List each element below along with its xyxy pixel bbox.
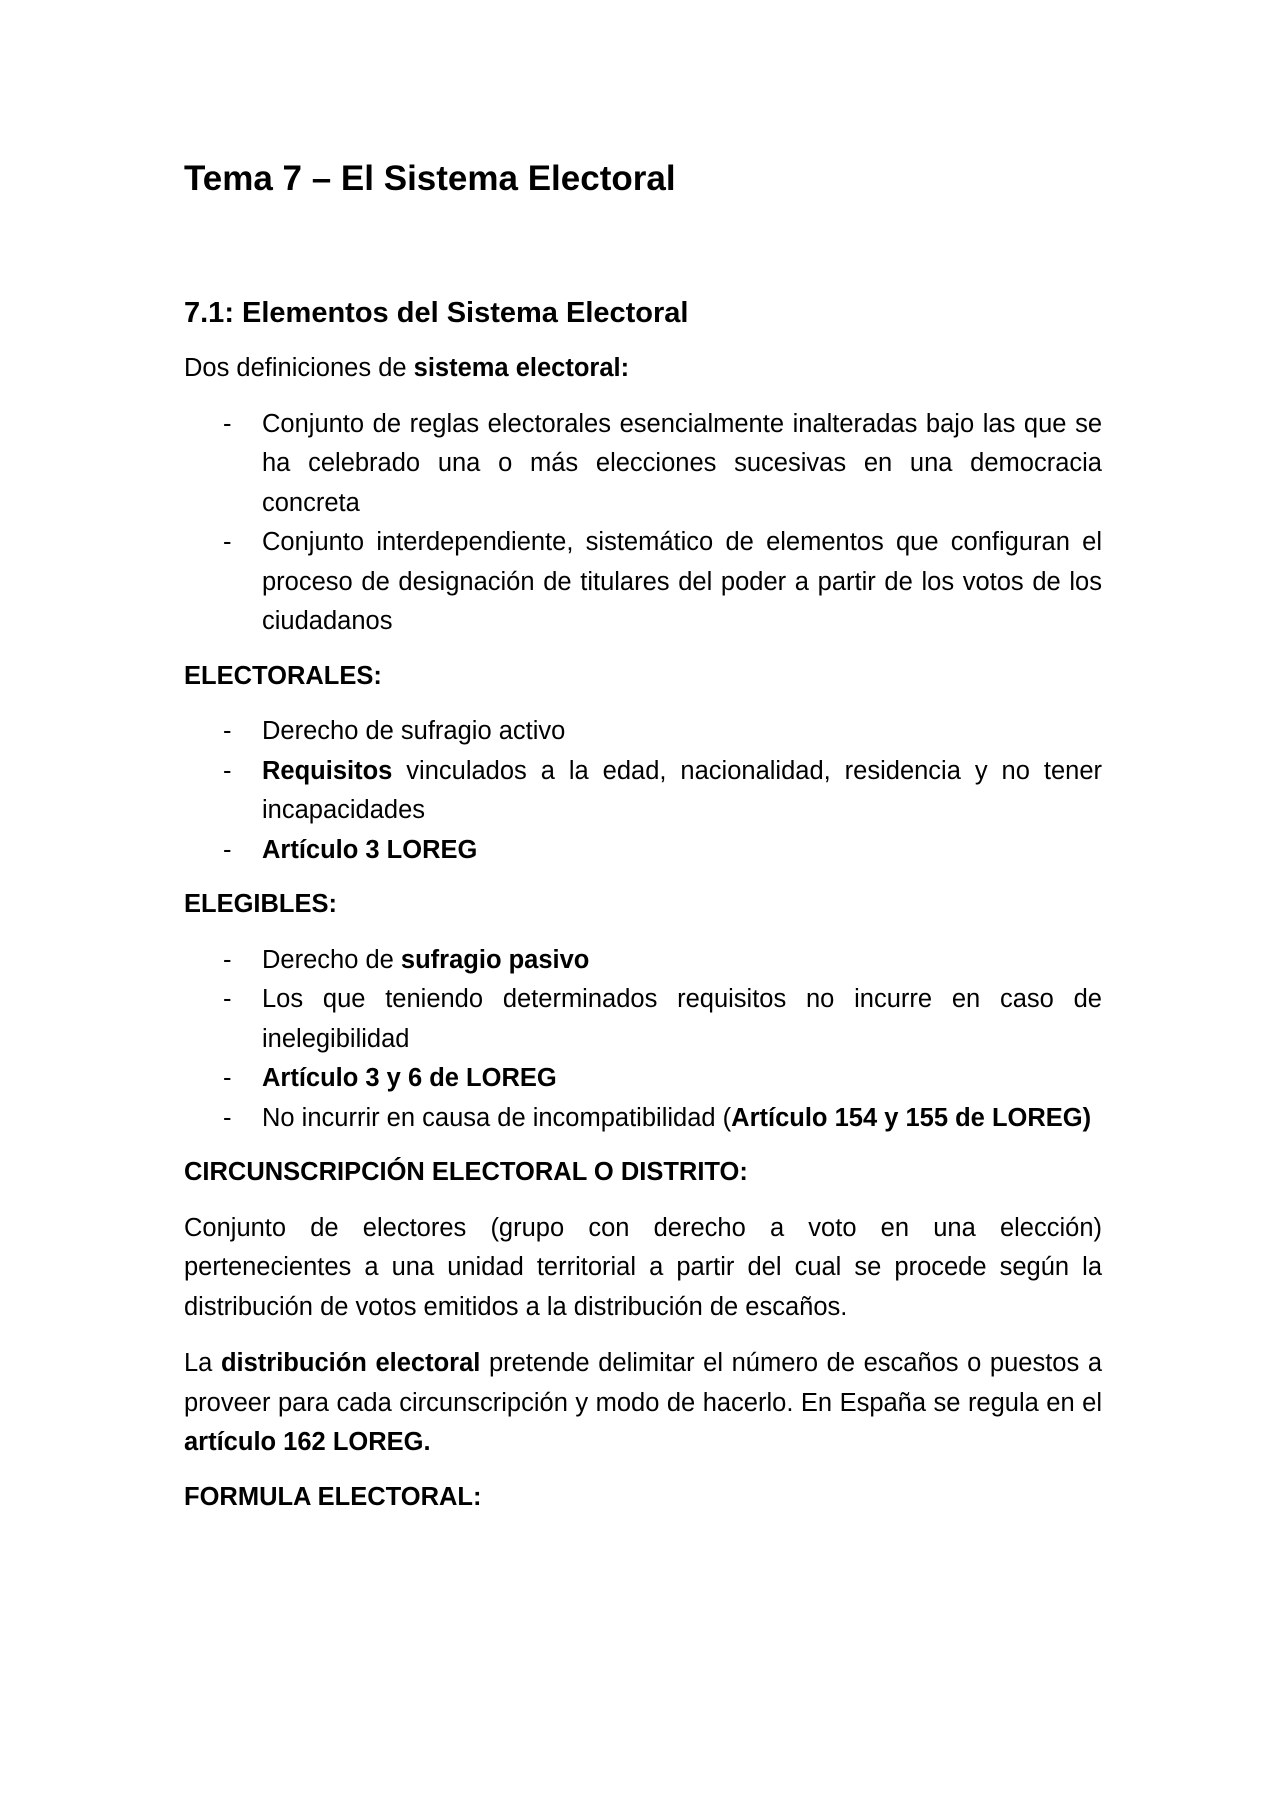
list-item	[184, 523, 1102, 642]
item-text: Derecho de	[262, 945, 401, 974]
dash-bullet: -	[223, 835, 232, 864]
electorales-list	[184, 712, 1102, 870]
intro-bold: sistema electoral:	[413, 354, 630, 382]
item-bold: Requisitos	[262, 756, 393, 785]
dash-bullet: -	[223, 1064, 232, 1092]
para-bold: artículo 162 LOREG.	[184, 1428, 431, 1456]
list-item	[184, 752, 1102, 831]
para-text: pretende delimitar el número de escaños o puestos a proveer para cada circunscripción y modo de hacerlo. En España se regula en el	[184, 1349, 1103, 1417]
dash-bullet: -	[223, 528, 232, 556]
para-text: La	[184, 1349, 221, 1377]
circunscripcion-heading: CIRCUNSCRIPCIÓN ELECTORAL O DISTRITO:	[184, 1158, 748, 1186]
definition-text: Conjunto de reglas electorales esencialmente inalteradas bajo las que se ha celebrado una o más elecciones sucesivas en una democracia concreta	[262, 409, 1102, 517]
dash-bullet: -	[223, 717, 232, 745]
distribucion-paragraph	[184, 1344, 1102, 1463]
item-text: vinculados a la edad, nacionalidad, residencia y no tener incapacidades	[262, 756, 1102, 824]
item-bold: Artículo 3 LOREG	[262, 835, 478, 864]
item-text: Los que teniendo determinados requisitos no incurre en caso de inelegibilidad	[262, 985, 1102, 1053]
item-text: Derecho de sufragio activo	[262, 717, 566, 745]
dash-bullet: -	[223, 409, 232, 438]
item-text: No incurrir en causa de incompatibilidad (	[262, 1103, 732, 1132]
page-title: Tema 7 – El Sistema Electoral	[184, 159, 676, 198]
dash-bullet: -	[223, 756, 232, 785]
dash-bullet: -	[223, 1103, 232, 1132]
item-bold: Artículo 154 y 155 de LOREG)	[731, 1103, 1092, 1132]
electorales-heading: ELECTORALES:	[184, 661, 382, 690]
list-item	[184, 712, 1102, 752]
intro-text: Dos definiciones de	[184, 354, 414, 382]
list-item	[184, 980, 1102, 1059]
para-bold: distribución electoral	[220, 1349, 481, 1377]
dash-bullet: -	[223, 985, 232, 1013]
definitions-list	[184, 405, 1102, 642]
formula-heading: FORMULA ELECTORAL:	[184, 1482, 482, 1511]
list-item	[184, 831, 1102, 871]
dash-bullet: -	[223, 945, 232, 974]
list-item	[184, 941, 1102, 981]
list-item	[184, 405, 1102, 524]
section-title: 7.1: Elementos del Sistema Electoral	[184, 297, 689, 329]
definition-text: Conjunto interdependiente, sistemático de elementos que configuran el proceso de designación de titulares del poder a partir de los votos de los ciudadanos	[262, 528, 1102, 635]
item-bold: Artículo 3 y 6 de LOREG	[262, 1064, 557, 1092]
list-item	[184, 1099, 1102, 1139]
elegibles-heading: ELEGIBLES:	[184, 890, 338, 918]
elegibles-list	[184, 941, 1102, 1139]
intro-paragraph	[184, 349, 1102, 389]
item-bold: sufragio pasivo	[400, 945, 590, 974]
list-item	[184, 1059, 1102, 1099]
circunscripcion-paragraph: Conjunto de electores (grupo con derecho a voto en una elección) pertenecientes a una unidad territorial a partir del cual se procede según la distribución de votos emitidos a la distribución de escaños.	[184, 1213, 1102, 1321]
